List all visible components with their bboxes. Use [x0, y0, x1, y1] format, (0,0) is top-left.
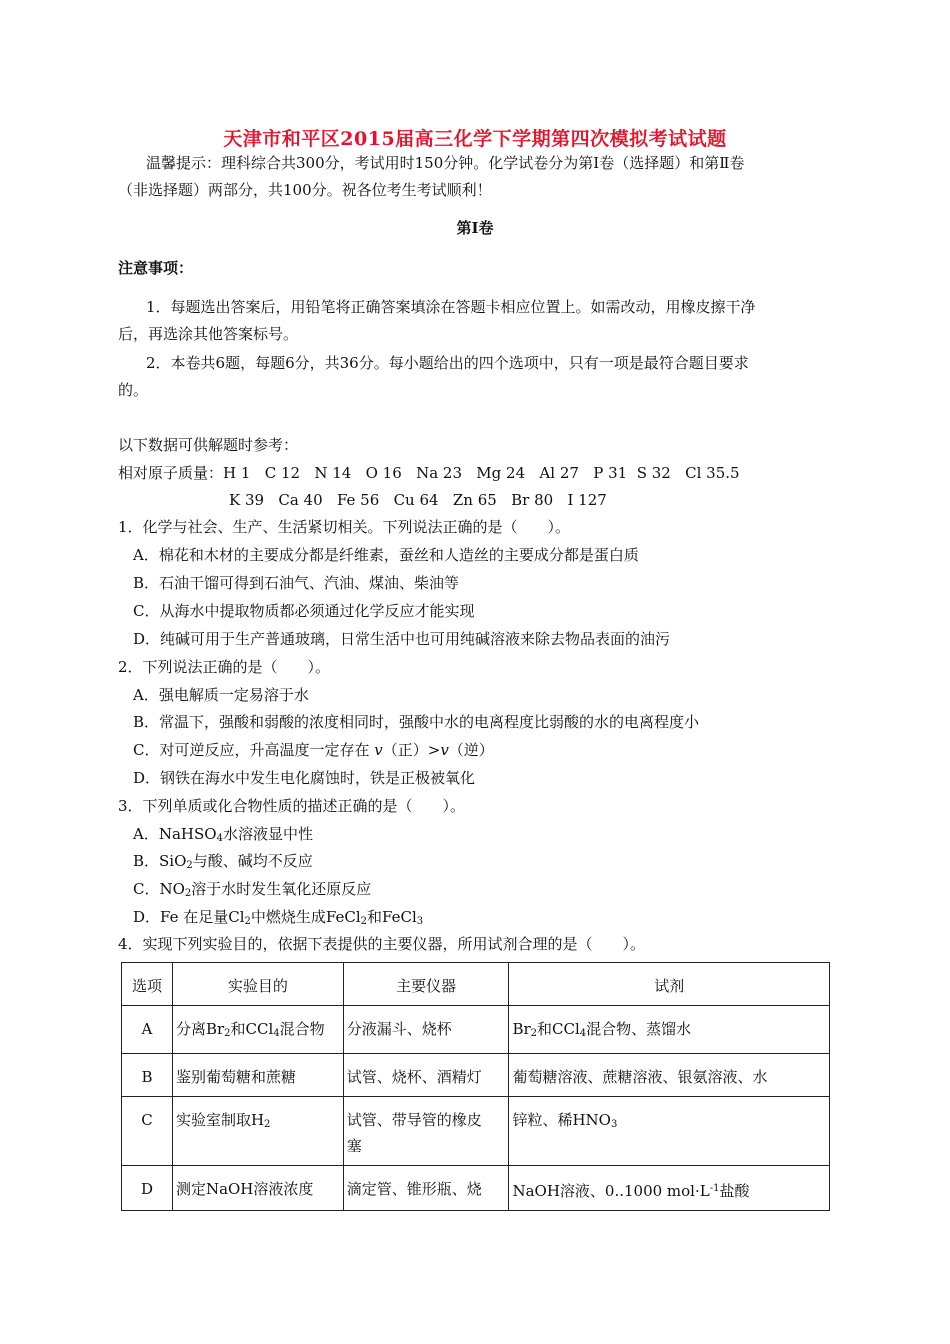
q1-option-b: B．石油干馏可得到石油气、汽油、煤油、柴油等 — [133, 574, 460, 592]
row-reagent — [509, 1097, 830, 1166]
cell-text: 分离Br — [175, 1020, 225, 1038]
q3-option-b — [133, 851, 313, 876]
q3-option-b-end: 与酸、碱均不反应 — [192, 852, 313, 870]
subscript: 2 — [360, 916, 368, 927]
row-instrument: 分液漏斗、烧杯 — [343, 1006, 509, 1054]
q2-option-c-text: C．对可逆反应，升高温度一定存在 — [133, 741, 375, 759]
v-forward-symbol: v — [374, 741, 383, 759]
q2-option-a: A．强电解质一定易溶于水 — [133, 686, 309, 704]
subscript: 2 — [244, 916, 251, 927]
cell-text: 和CCl — [537, 1020, 580, 1038]
notes-heading: 注意事项： — [118, 259, 194, 277]
table-header-row — [122, 963, 830, 1006]
subscript: 2 — [264, 1119, 271, 1130]
q3-option-c — [133, 879, 371, 904]
experiment-table — [121, 962, 830, 1211]
v-reverse-symbol: v — [440, 741, 449, 759]
cell-text: 实验室制取H — [175, 1111, 265, 1129]
table-row — [122, 1166, 830, 1211]
q3-option-d-text: D．Fe 在足量Cl — [133, 908, 245, 926]
row-reagent — [509, 1006, 830, 1054]
q2-option-c — [133, 740, 494, 760]
atomic-mass-line-2: K 39 Ca 40 Fe 56 Cu 64 Zn 65 Br 80 I 127 — [229, 491, 607, 509]
subscript: 3 — [416, 916, 424, 927]
q3-option-d-mid2: 和FeCl — [367, 908, 417, 926]
note-2-line-1: 2．本卷共6题，每题6分，共36分。每小题给出的四个选项中，只有一项是最符合题目要求 — [146, 354, 749, 372]
row-reagent — [509, 1166, 830, 1211]
q2-stem: 2．下列说法正确的是（ ）。 — [118, 658, 331, 676]
q3-option-c-end: 溶于水时发生氧化还原反应 — [191, 880, 372, 898]
note-1-line-1: 1．每题选出答案后，用铅笔将正确答案填涂在答题卡相应位置上。如需改动，用橡皮擦干净 — [146, 298, 756, 316]
row-instrument: 滴定管、锥形瓶、烧 — [343, 1166, 509, 1211]
q1-option-a: A．棉花和木材的主要成分都是纤维素，蚕丝和人造丝的主要成分都是蛋白质 — [133, 546, 639, 564]
header-purpose: 实验目的 — [172, 963, 343, 1006]
intro-line-1: 温馨提示：理科综合共300分，考试用时150分钟。化学试卷分为第Ⅰ卷（选择题）和第Ⅱ卷 — [146, 154, 745, 172]
header-instrument: 主要仪器 — [343, 963, 509, 1006]
q1-option-c: C．从海水中提取物质都必须通过化学反应才能实现 — [133, 602, 475, 620]
reference-intro: 以下数据可供解题时参考： — [118, 436, 299, 454]
q2-option-d: D．钢铁在海水中发生电化腐蚀时，铁是正极被氧化 — [133, 769, 476, 787]
q1-stem: 1．化学与社会、生产、生活紧切相关。下列说法正确的是（ ）。 — [118, 518, 571, 536]
cell-text: Br — [512, 1020, 531, 1038]
cell-text: 锌粒、稀HNO — [512, 1111, 611, 1129]
cell-text: NaOH溶液、0..1000 mol·L — [512, 1182, 710, 1200]
note-1-line-2: 后，再选涂其他答案标号。 — [118, 325, 299, 343]
cell-text: 混合物 — [279, 1020, 325, 1038]
q3-option-a-end: 水溶液显中性 — [222, 825, 313, 843]
cell-text: 塞 — [346, 1137, 362, 1155]
q1-option-d: D．纯碱可用于生产普通玻璃，日常生活中也可用纯碱溶液来除去物品表面的油污 — [133, 630, 671, 648]
subscript: 2 — [184, 888, 192, 899]
row-purpose: 鉴别葡萄糖和蔗糖 — [172, 1054, 343, 1097]
atomic-mass-line-1: 相对原子质量：H 1 C 12 N 14 O 16 Na 23 Mg 24 Al 27 P 31 S 32 Cl 35.5 — [118, 464, 740, 482]
subscript: 2 — [224, 1028, 231, 1039]
intro-line-2: （非选择题）两部分，共100分。祝各位考生考试顺利！ — [118, 181, 492, 199]
row-purpose: 测定NaOH溶液浓度 — [172, 1166, 343, 1211]
subscript: 3 — [610, 1119, 618, 1130]
row-instrument: 试管、烧杯、酒精灯 — [343, 1054, 509, 1097]
table-row — [122, 1054, 830, 1097]
superscript: -1 — [709, 1183, 720, 1194]
q2-option-b: B．常温下，强酸和弱酸的浓度相同时，强酸中水的电离程度比弱酸的水的电离程度小 — [133, 713, 700, 731]
row-option: B — [122, 1054, 173, 1097]
exam-title: 天津市和平区2015届高三化学下学期第四次模拟考试试题 — [223, 128, 727, 150]
q2-option-c-mid: （正）> — [382, 741, 441, 759]
subscript: 2 — [530, 1028, 538, 1039]
q2-option-c-end: （逆） — [448, 741, 494, 759]
note-2-line-2: 的。 — [118, 381, 149, 399]
header-reagent: 试剂 — [509, 963, 830, 1006]
subscript: 2 — [186, 860, 193, 871]
section-title: 第Ⅰ卷 — [456, 219, 494, 237]
cell-text: 和CCl — [230, 1020, 274, 1038]
cell-text: 混合物、蒸馏水 — [586, 1020, 692, 1038]
q3-option-a-text: A．NaHSO — [133, 825, 217, 843]
header-option: 选项 — [122, 963, 173, 1006]
cell-text: 试管、带导管的橡皮 — [346, 1111, 482, 1129]
q3-option-d-mid: 中燃烧生成FeCl — [250, 908, 361, 926]
row-option: A — [122, 1006, 173, 1054]
subscript: 4 — [579, 1028, 587, 1039]
q3-option-c-text: C．NO — [133, 880, 185, 898]
row-instrument — [343, 1097, 509, 1166]
q3-option-d — [133, 907, 423, 932]
table-row — [122, 1006, 830, 1054]
row-purpose — [172, 1006, 343, 1054]
q3-stem: 3．下列单质或化合物性质的描述正确的是（ ）。 — [118, 797, 466, 815]
row-option: D — [122, 1166, 173, 1211]
q4-stem: 4．实现下列实验目的，依据下表提供的主要仪器，所用试剂合理的是（ ）。 — [118, 935, 646, 953]
subscript: 4 — [273, 1028, 280, 1039]
subscript: 4 — [216, 833, 223, 844]
row-purpose — [172, 1097, 343, 1166]
row-option: C — [122, 1097, 173, 1166]
row-reagent: 葡萄糖溶液、蔗糖溶液、银氨溶液、水 — [509, 1054, 830, 1097]
cell-text: 盐酸 — [719, 1182, 750, 1200]
q3-option-b-text: B．SiO — [133, 852, 187, 870]
table-row — [122, 1097, 830, 1166]
q3-option-a — [133, 824, 313, 849]
